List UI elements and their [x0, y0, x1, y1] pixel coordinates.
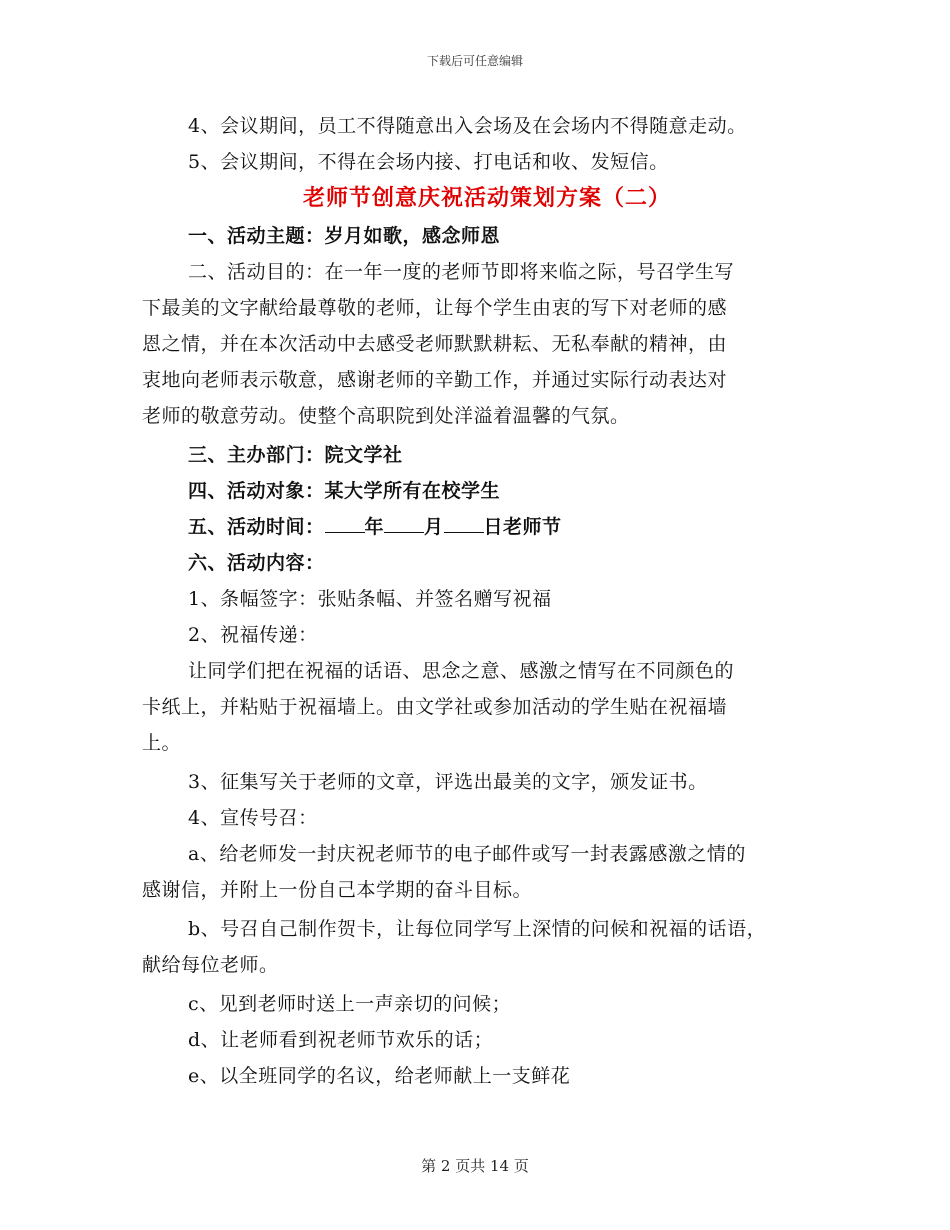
- day-label: 日老师节: [483, 516, 562, 538]
- target-audience-heading: 四、活动对象：某大学所有在校学生: [188, 480, 501, 502]
- activity-purpose-line-3: 恩之情，并在本次活动中去感受老师默默耕耘、无私奉献的精神，由: [142, 333, 728, 355]
- sub-item-b-line-2: 献给每位老师。: [142, 954, 279, 976]
- activity-time-heading: [142, 509, 832, 545]
- activity-theme-heading: 一、活动主题：岁月如歌，感念师恩: [188, 225, 501, 247]
- activity-time-label: 五、活动时间：: [188, 516, 325, 538]
- sub-item-b-line-1: b、号召自己制作贺卡，让每位同学写上深情的问候和祝福的话语，: [188, 918, 767, 940]
- content-item-4: 4、宣传号召：: [188, 807, 318, 829]
- year-blank: [325, 514, 365, 533]
- rule-item-4: 4、会议期间，员工不得随意出入会场及在会场内不得随意走动。: [188, 115, 747, 137]
- blessing-paragraph-line-2: 卡纸上，并粘贴于祝福墙上。由文学社或参加活动的学生贴在祝福墙: [142, 696, 728, 718]
- activity-purpose-line-2: 下最美的文字献给最尊敬的老师，让每个学生由衷的写下对老师的感: [142, 297, 728, 319]
- sub-item-e: e、以全班同学的名议，给老师献上一支鲜花: [188, 1065, 571, 1087]
- sub-item-a-line-1: a、给老师发一封庆祝老师节的电子邮件或写一封表露感激之情的: [188, 843, 746, 865]
- sub-item-c: c、见到老师时送上一声亲切的问候；: [188, 993, 512, 1015]
- day-blank: [444, 514, 484, 533]
- activity-content-heading: 六、活动内容：: [188, 552, 325, 574]
- month-blank: [384, 514, 424, 533]
- organizer-heading: 三、主办部门：院文学社: [188, 444, 403, 466]
- activity-purpose-line-5: 老师的敬意劳动。使整个高职院到处洋溢着温馨的气氛。: [142, 405, 630, 427]
- month-label: 月: [424, 516, 444, 538]
- blessing-paragraph-line-1: 让同学们把在祝福的话语、思念之意、感激之情写在不同颜色的: [188, 660, 735, 682]
- activity-purpose-line-1: 二、活动目的：在一年一度的老师节即将来临之际，号召学生写: [188, 261, 735, 283]
- sub-item-a-line-2: 感谢信，并附上一份自己本学期的奋斗目标。: [142, 879, 533, 901]
- blessing-paragraph-line-3: 上。: [142, 732, 182, 754]
- year-label: 年: [364, 516, 385, 538]
- page-header: 下载后可任意编辑: [426, 54, 523, 68]
- section-title: 老师节创意庆祝活动策划方案（二）: [302, 186, 671, 211]
- content-item-1: 1、条幅签字：张贴条幅、并签名赠写祝福: [188, 588, 552, 610]
- document-body: [142, 108, 832, 1094]
- rule-item-5: 5、会议期间，不得在会场内接、打电话和收、发短信。: [188, 151, 669, 173]
- content-item-2: 2、祝福传递：: [188, 624, 318, 646]
- sub-item-d: d、让老师看到祝老师节欢乐的话；: [188, 1029, 494, 1051]
- activity-purpose-line-4: 衷地向老师表示敬意，感谢老师的辛勤工作，并通过实际行动表达对: [142, 369, 728, 391]
- content-item-3: 3、征集写关于老师的文章，评选出最美的文字，颁发证书。: [188, 771, 708, 793]
- page-footer: 第 2 页共 14 页: [421, 1157, 529, 1175]
